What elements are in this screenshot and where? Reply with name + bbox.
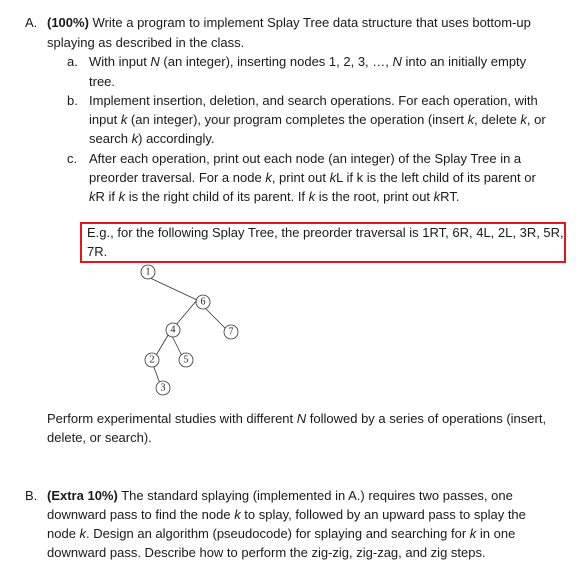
var-n: N [296,411,307,426]
section-b-text: . Design an algorithm (pseudocode) for splaying and searching for [86,526,470,541]
section-b-line-3 [47,524,515,543]
section-b-weight: (Extra 10%) [47,488,118,503]
item-b-line-2 [89,110,546,129]
section-b-text: to splay, followed by an upward pass to splay the [240,507,526,522]
var-k: k [131,131,139,146]
var-k: k [469,526,477,541]
var-k: k [118,189,126,204]
item-a-line-2: tree. [89,74,116,89]
item-a-text: With input [89,54,151,69]
item-c-line-2 [89,168,536,187]
item-b-text: (an integer), your program completes the operation (insert [127,112,468,127]
var-k: k [89,189,96,204]
tree-node-label: 3 [160,382,166,394]
var-k: k [467,112,475,127]
section-a-text: Write a program to implement Splay Tree data structure that uses bottom-up [88,15,531,30]
item-b-line-3 [89,129,214,148]
var-k: k [308,189,316,204]
tree-node-label: 5 [183,354,189,366]
section-a-line-2: splaying as described in the class. [47,35,245,50]
experiment-text: Perform experimental studies with different [47,411,297,426]
tree-node-label: 7 [228,326,234,338]
section-b-text: node [47,526,80,541]
item-b-line-1: Implement insertion, deletion, and search operations. For each operation, with [89,93,538,108]
tree-node-label: 4 [170,324,176,336]
splay-tree-diagram [125,262,255,397]
item-a-line-1 [89,52,526,71]
section-b-line-4: downward pass. Describe how to perform the zig-zig, zig-zag, and zig steps. [47,545,486,560]
item-c-text: L if k is the left child of its parent or [336,170,536,185]
example-line-1: E.g., for the following Splay Tree, the preorder traversal is 1RT, 6R, 4L, 2L, 3R, 5R, [87,225,564,240]
section-b-text: in one [476,526,516,541]
tree-edge [148,277,197,300]
item-a-text: into an initially empty [401,54,527,69]
tree-node-label: 2 [149,354,155,366]
var-k: k [433,189,441,204]
section-a-weight: (100%) [47,15,89,30]
tree-node-label: 1 [145,266,151,278]
section-a-label: A. [25,15,38,30]
section-b-label: B. [25,488,38,503]
experiment-text: followed by a series of operations (insert, [306,411,547,426]
item-c-text: is the right child of its parent. If [125,189,309,204]
section-a-line-1 [47,13,531,32]
item-c-text: RT. [440,189,460,204]
item-b-text: input [89,112,121,127]
var-k: k [79,526,87,541]
item-b-text: , or [526,112,546,127]
item-c-text: , print out [271,170,330,185]
item-b-text: ) accordingly. [138,131,215,146]
section-b-line-2 [47,505,526,524]
section-b-text: The standard splaying (implemented in A.) requires two passes, one [117,488,513,503]
section-b-text: downward pass to find the node [47,507,235,522]
item-b-text: search [89,131,132,146]
var-k: k [120,112,128,127]
item-c-line-1: After each operation, print out each node (an integer) of the Splay Tree in a [89,151,522,166]
item-b-label: b. [67,93,78,108]
item-c-label: c. [67,151,78,166]
item-c-text: R if [95,189,119,204]
var-k: k [265,170,272,185]
experiment-line-1 [47,409,546,428]
section-b-line-1 [47,486,513,505]
tree-node-label: 6 [200,296,206,308]
item-c-line-3 [89,187,459,206]
item-a-label: a. [67,54,78,69]
var-k: k [520,112,527,127]
item-c-text: is the root, print out [315,189,434,204]
example-line-2: 7R. [87,244,108,259]
item-b-text: , delete [474,112,521,127]
item-c-text: preorder traversal. For a node [89,170,266,185]
item-a-text: (an integer), inserting nodes 1, 2, 3, …, [159,54,393,69]
var-k: k [234,507,241,522]
var-k: k [329,170,337,185]
var-n: N [150,54,160,69]
var-n: N [392,54,402,69]
experiment-line-2: delete, or search). [47,430,152,445]
